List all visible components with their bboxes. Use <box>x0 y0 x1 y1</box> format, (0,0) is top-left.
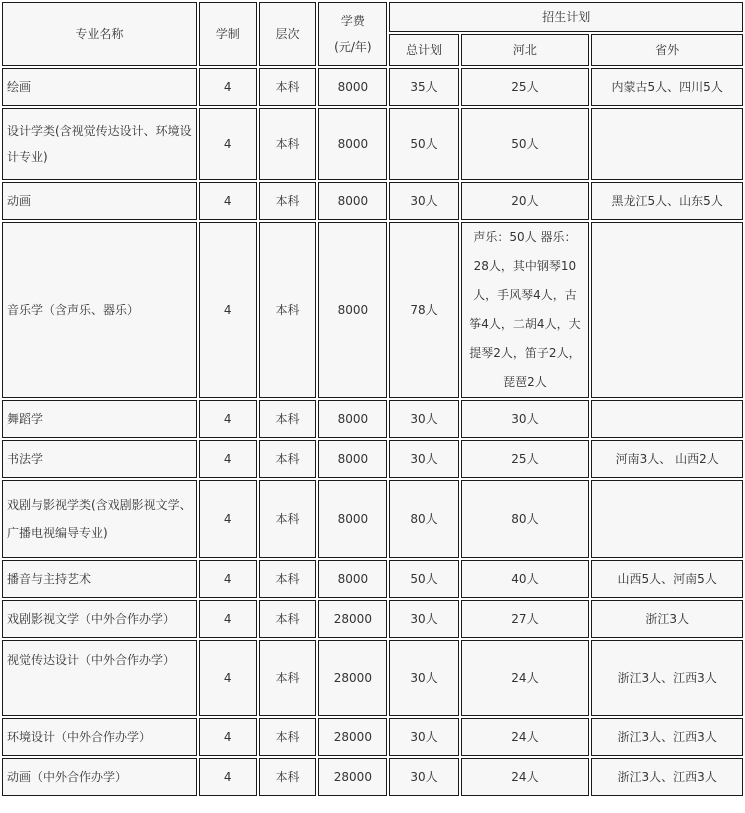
cell-total: 78人 <box>389 222 458 398</box>
cell-hebei: 40人 <box>461 560 590 598</box>
cell-outside: 浙江3人、江西3人 <box>591 758 743 796</box>
cell-level: 本科 <box>259 400 317 438</box>
cell-hebei: 25人 <box>461 68 590 106</box>
cell-level: 本科 <box>259 718 317 756</box>
cell-hebei: 30人 <box>461 400 590 438</box>
cell-duration: 4 <box>199 640 257 716</box>
cell-major-name: 动画（中外合作办学） <box>2 758 197 796</box>
header-major-name: 专业名称 <box>2 2 197 66</box>
cell-outside: 浙江3人、江西3人 <box>591 718 743 756</box>
cell-hebei: 24人 <box>461 718 590 756</box>
header-total-plan: 总计划 <box>389 34 458 66</box>
table-row <box>2 68 743 106</box>
table-row <box>2 480 743 558</box>
header-out-of-province: 省外 <box>591 34 743 66</box>
cell-hebei: 20人 <box>461 182 590 220</box>
cell-total: 30人 <box>389 400 458 438</box>
cell-tuition: 8000 <box>318 108 387 180</box>
cell-tuition: 8000 <box>318 222 387 398</box>
cell-level: 本科 <box>259 480 317 558</box>
cell-major-name: 动画 <box>2 182 197 220</box>
cell-outside <box>591 480 743 558</box>
cell-level: 本科 <box>259 440 317 478</box>
cell-major-name: 书法学 <box>2 440 197 478</box>
cell-outside: 浙江3人 <box>591 600 743 638</box>
cell-outside <box>591 108 743 180</box>
cell-major-name: 音乐学（含声乐、器乐） <box>2 222 197 398</box>
cell-level: 本科 <box>259 68 317 106</box>
cell-duration: 4 <box>199 440 257 478</box>
cell-duration: 4 <box>199 560 257 598</box>
cell-duration: 4 <box>199 480 257 558</box>
cell-tuition: 8000 <box>318 68 387 106</box>
cell-level: 本科 <box>259 108 317 180</box>
cell-hebei: 24人 <box>461 758 590 796</box>
cell-tuition: 8000 <box>318 560 387 598</box>
cell-tuition: 8000 <box>318 480 387 558</box>
cell-duration: 4 <box>199 68 257 106</box>
cell-duration: 4 <box>199 108 257 180</box>
cell-level: 本科 <box>259 560 317 598</box>
cell-tuition: 28000 <box>318 718 387 756</box>
cell-hebei: 25人 <box>461 440 590 478</box>
cell-level: 本科 <box>259 640 317 716</box>
header-tuition <box>318 2 387 66</box>
cell-tuition: 28000 <box>318 758 387 796</box>
cell-total: 35人 <box>389 68 458 106</box>
cell-major-name: 设计学类(含视觉传达设计、环境设计专业) <box>2 108 197 180</box>
cell-level: 本科 <box>259 222 317 398</box>
cell-tuition: 28000 <box>318 640 387 716</box>
cell-duration: 4 <box>199 222 257 398</box>
cell-major-name: 绘画 <box>2 68 197 106</box>
cell-major-name: 播音与主持艺术 <box>2 560 197 598</box>
cell-tuition: 8000 <box>318 400 387 438</box>
cell-outside: 浙江3人、江西3人 <box>591 640 743 716</box>
cell-total: 30人 <box>389 600 458 638</box>
cell-level: 本科 <box>259 182 317 220</box>
cell-total: 80人 <box>389 480 458 558</box>
cell-outside <box>591 222 743 398</box>
cell-total: 30人 <box>389 440 458 478</box>
cell-tuition: 8000 <box>318 182 387 220</box>
cell-total: 30人 <box>389 640 458 716</box>
cell-tuition: 8000 <box>318 440 387 478</box>
header-hebei: 河北 <box>461 34 590 66</box>
header-tuition-line2: (元/年) <box>334 40 372 54</box>
cell-outside: 河南3人、 山西2人 <box>591 440 743 478</box>
cell-total: 50人 <box>389 560 458 598</box>
header-level: 层次 <box>259 2 317 66</box>
cell-hebei: 50人 <box>461 108 590 180</box>
header-row-1 <box>2 2 743 32</box>
table-row <box>2 182 743 220</box>
cell-hebei: 24人 <box>461 640 590 716</box>
cell-major-name: 戏剧影视文学（中外合作办学） <box>2 600 197 638</box>
table-row <box>2 640 743 716</box>
cell-duration: 4 <box>199 400 257 438</box>
cell-total: 30人 <box>389 718 458 756</box>
cell-major-name: 舞蹈学 <box>2 400 197 438</box>
cell-level: 本科 <box>259 758 317 796</box>
table-row <box>2 222 743 398</box>
cell-major-name: 环境设计（中外合作办学） <box>2 718 197 756</box>
cell-major-name: 戏剧与影视学类(含戏剧影视文学、广播电视编导专业) <box>2 480 197 558</box>
cell-hebei: 声乐：50人 器乐：28人，其中钢琴10人，手风琴4人，古筝4人，二胡4人，大提琴2人，笛子2人，琵琶2人 <box>461 222 590 398</box>
cell-outside: 内蒙古5人、四川5人 <box>591 68 743 106</box>
table-row <box>2 108 743 180</box>
cell-outside <box>591 400 743 438</box>
cell-outside: 山西5人、河南5人 <box>591 560 743 598</box>
cell-total: 50人 <box>389 108 458 180</box>
header-duration: 学制 <box>199 2 257 66</box>
cell-duration: 4 <box>199 718 257 756</box>
cell-hebei: 80人 <box>461 480 590 558</box>
cell-duration: 4 <box>199 182 257 220</box>
cell-level: 本科 <box>259 600 317 638</box>
cell-tuition: 28000 <box>318 600 387 638</box>
cell-duration: 4 <box>199 600 257 638</box>
cell-total: 30人 <box>389 758 458 796</box>
cell-hebei: 27人 <box>461 600 590 638</box>
table-row <box>2 560 743 598</box>
table-row <box>2 718 743 756</box>
cell-total: 30人 <box>389 182 458 220</box>
cell-duration: 4 <box>199 758 257 796</box>
header-tuition-line1: 学费 <box>340 14 365 28</box>
cell-major-name: 视觉传达设计（中外合作办学） <box>2 640 197 716</box>
table-row <box>2 758 743 796</box>
table-row <box>2 400 743 438</box>
table-row <box>2 600 743 638</box>
header-enrollment-plan: 招生计划 <box>389 2 743 32</box>
table-row <box>2 440 743 478</box>
cell-outside: 黑龙江5人、山东5人 <box>591 182 743 220</box>
